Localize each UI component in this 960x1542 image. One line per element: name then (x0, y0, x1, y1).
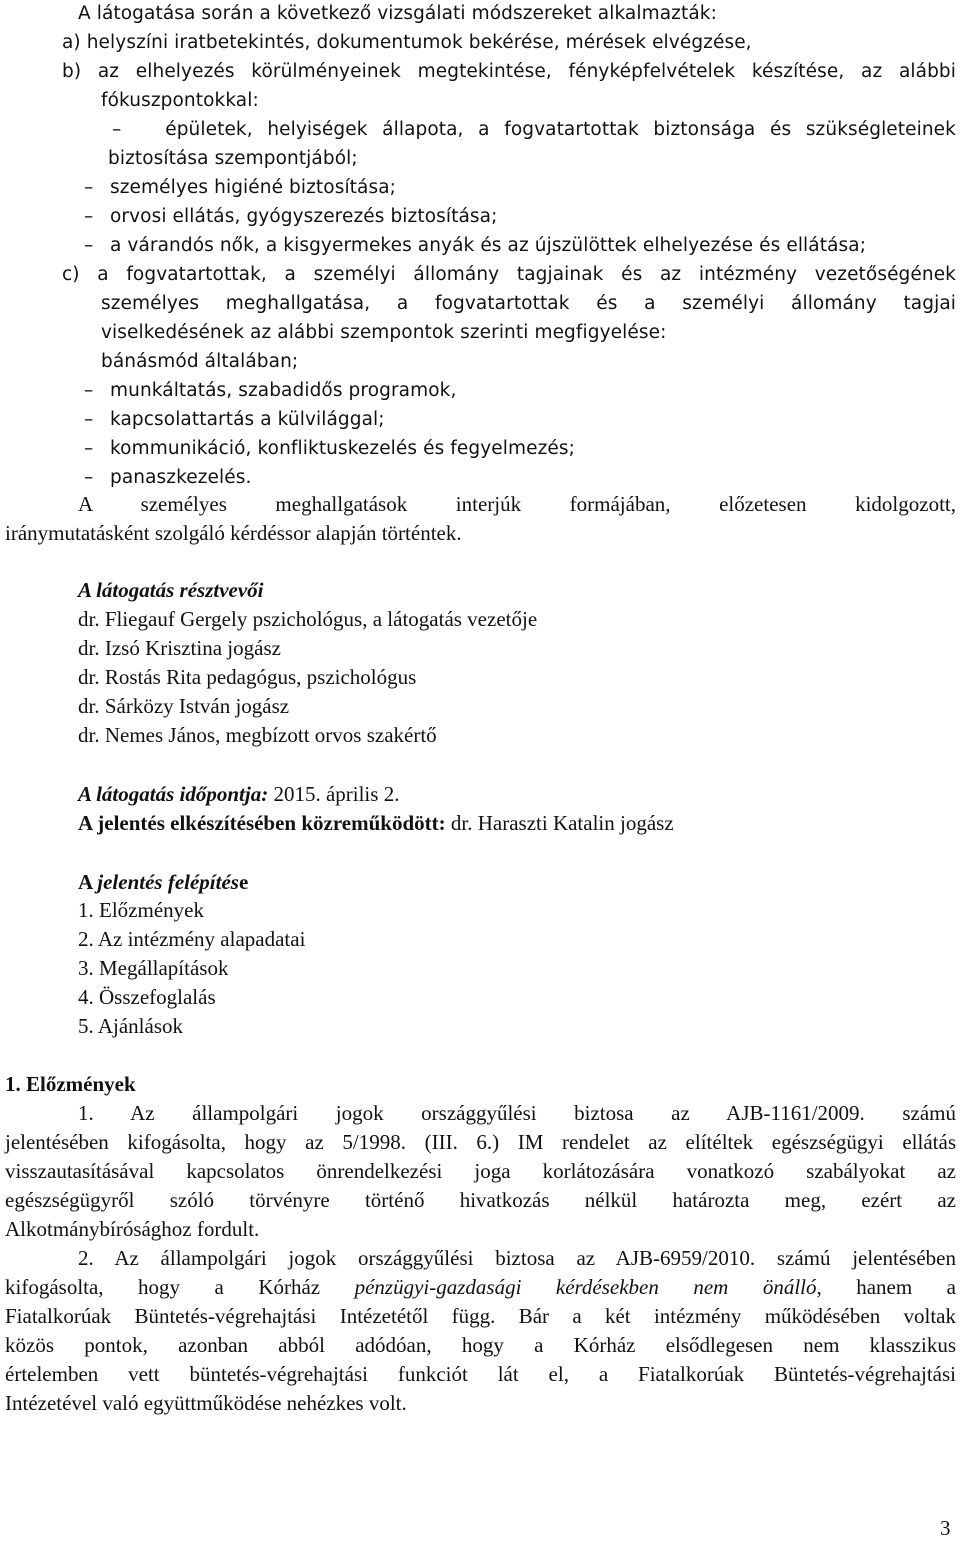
c-item-4: – panaszkezelés. (84, 464, 251, 492)
visit-date (78, 780, 399, 808)
emphasis-text: pénzügyi-gazdasági kérdésekben nem önálló (354, 1275, 817, 1299)
dash-icon: – (84, 177, 94, 198)
s1-p2-line-3: Fiatalkorúak Büntetés-végrehajtási Intézetétől függ. Bár a két intézmény működésében voltak (5, 1304, 956, 1328)
contributor-value: dr. Haraszti Katalin jogász (445, 811, 674, 835)
methods-intro: A látogatása során a következő vizsgálati módszereket alkalmazták: (78, 3, 717, 24)
participant-3: dr. Rostás Rita pedagógus, pszichológus (78, 665, 417, 689)
b-item-3: – orvosi ellátás, gyógyszerezés biztosítása; (84, 203, 497, 231)
s1-p2-line-4: közös pontok, azonban abból adódóan, hogy a Kórház elsődlegesen nem klasszikus (5, 1333, 956, 1357)
method-b: b) az elhelyezés körülményeinek megtekintése, fényképfelvételek készítése, az alábbi (62, 61, 956, 82)
structure-item-3: 3. Megállapítások (78, 956, 229, 980)
contributor-label: A jelentés elkészítésében közreműködött: (78, 811, 446, 835)
dash-icon: – (84, 206, 94, 227)
s1-p1-line-4: egészségügyről szóló törvényre történő hivatkozás nélkül határozta meg, ezért az (5, 1188, 956, 1212)
s1-p1-line-1: 1. Az állampolgári jogok országgyűlési biztosa az AJB-1161/2009. számú (78, 1101, 956, 1125)
b-item-1: – épületek, helyiségek állapota, a fogvatartottak biztonsága és szükségleteinek (112, 119, 956, 140)
method-a: a) helyszíni iratbetekintés, dokumentumok bekérése, mérések elvégzése, (62, 32, 752, 53)
dash-icon: – (84, 467, 94, 488)
s1-p2-line-1: 2. Az állampolgári jogok országgyűlési biztosa az AJB-6959/2010. számú jelentésében (78, 1246, 956, 1270)
s1-p1-line-5: Alkotmánybírósághoz fordult. (5, 1217, 260, 1241)
participant-4: dr. Sárközy István jogász (78, 694, 290, 718)
structure-item-1: 1. Előzmények (78, 898, 204, 922)
structure-item-2: 2. Az intézmény alapadatai (78, 927, 306, 951)
visit-date-label: A látogatás időpontja: (78, 782, 269, 806)
structure-item-5: 5. Ajánlások (78, 1014, 183, 1038)
s1-p2-line-2: kifogásolta, hogy a Kórház pénzügyi-gazdasági kérdésekben nem önálló, hanem a (5, 1275, 957, 1299)
c-item-1: – munkáltatás, szabadidős programok, (84, 377, 456, 405)
s1-p1-line-2: jelentésében kifogásolta, hogy az 5/1998. (III. 6.) IM rendelet az elítéltek egészségügyi ellátás (5, 1130, 956, 1154)
dash-icon: – (112, 119, 122, 140)
s1-p2-line-6: Intézetével való együttműködése nehézkes volt. (5, 1391, 407, 1415)
c-item-2: – kapcsolattartás a külvilággal; (84, 406, 385, 434)
participant-2: dr. Izsó Krisztina jogász (78, 636, 281, 660)
structure-item-4: 4. Összefoglalás (78, 985, 216, 1009)
contributor (78, 809, 674, 837)
interview-line-2: iránymutatásként szolgáló kérdéssor alapján történtek. (5, 521, 462, 545)
participants-heading: A látogatás résztvevői (78, 578, 264, 602)
s1-p2-line-5: értelemben vett büntetés-végrehajtási funkciót lát el, a Fiatalkorúak Büntetés-végrehajtási (5, 1362, 956, 1386)
b-item-2: – személyes higiéné biztosítása; (84, 174, 396, 202)
participant-5: dr. Nemes János, megbízott orvos szakértő (78, 723, 437, 747)
c-sub: bánásmód általában; (101, 351, 299, 372)
dash-icon: – (84, 380, 94, 401)
b-item-4: – a várandós nők, a kisgyermekes anyák és az újszülöttek elhelyezése és ellátása; (84, 232, 866, 260)
visit-date-value: 2015. április 2. (268, 782, 400, 806)
interview-line-1: A személyes meghallgatások interjúk formájában, előzetesen kidolgozott, (78, 492, 956, 516)
dash-icon: – (84, 438, 94, 459)
method-c: c) a fogvatartottak, a személyi állomány tagjainak és az intézmény vezetőségének (62, 264, 956, 285)
dash-icon: – (84, 409, 94, 430)
dash-icon: – (84, 235, 94, 256)
s1-p1-line-3: visszautasításával kapcsolatos önrendelkezési joga korlátozására vonatkozó szabályokat az (5, 1159, 956, 1183)
participant-1: dr. Fliegauf Gergely pszichológus, a látogatás vezetője (78, 607, 538, 631)
structure-heading: A jelentés felépítése (78, 870, 249, 894)
section-1-heading: 1. Előzmények (5, 1072, 136, 1096)
method-b-cont: fókuszpontokkal: (101, 90, 259, 111)
method-c-cont-2: viselkedésének az alábbi szempontok szerinti megfigyelése: (101, 322, 667, 343)
c-item-3: – kommunikáció, konfliktuskezelés és fegyelmezés; (84, 435, 575, 463)
b-item-1-cont: biztosítása szempontjából; (108, 148, 358, 169)
page-number: 3 (940, 1516, 951, 1540)
method-c-cont-1: személyes meghallgatása, a fogvatartottak és a személyi állomány tagjai (101, 293, 956, 314)
